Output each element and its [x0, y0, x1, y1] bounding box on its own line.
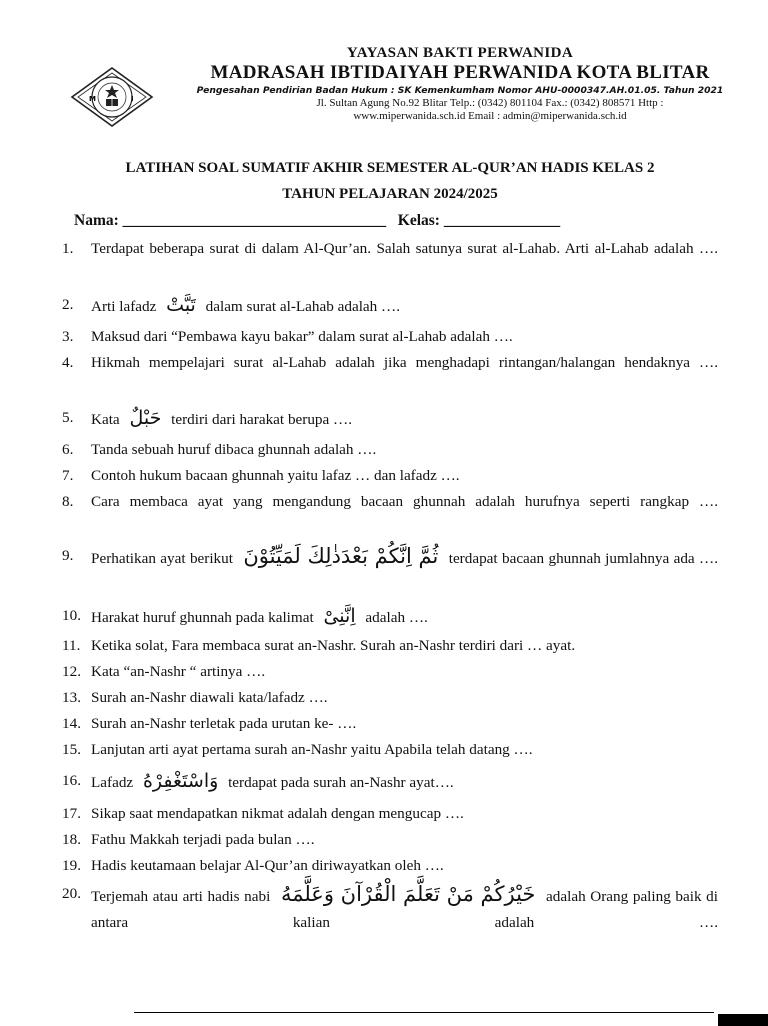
question-text — [91, 633, 718, 659]
question-text-content: Fathu Makkah terjadi pada bulan …. — [91, 831, 315, 848]
question-number: 17. — [62, 805, 81, 822]
question-text-content: Kata “an-Nashr “ artinya …. — [91, 663, 266, 680]
question-text-after-arabic: adalah Orang paling baik di antara kalian adalah …. — [91, 888, 719, 931]
question-text — [91, 543, 718, 598]
question-number: 10. — [62, 607, 81, 624]
question-item — [62, 881, 718, 962]
question-item — [62, 292, 718, 320]
page-number-tab — [718, 1014, 768, 1026]
letterhead — [0, 0, 768, 130]
svg-text:I: I — [131, 95, 134, 103]
question-text — [91, 437, 718, 463]
question-item — [62, 543, 718, 598]
question-item — [62, 827, 718, 853]
question-number: 3. — [62, 328, 74, 345]
question-text — [91, 737, 718, 763]
question-number: 11. — [62, 637, 81, 654]
question-text-before-arabic: Perhatikan ayat berikut — [91, 550, 233, 567]
question-text-content: Sikap saat mendapatkan nikmat adalah dengan mengucap …. — [91, 805, 464, 822]
question-number: 19. — [62, 857, 81, 874]
question-text — [91, 853, 718, 879]
question-item — [62, 236, 718, 288]
arabic-phrase: اِنَّنِىْ — [323, 605, 356, 627]
foundation-name: YAYASAN BAKTI PERWANIDA — [346, 45, 574, 61]
arabic-phrase: حَبْلٌ — [129, 407, 162, 429]
arabic-phrase: خَيْرُكُمْ مَنْ تَعَلَّمَ الْقُرْآنَ وَعَلَّمَهُ — [280, 882, 536, 906]
question-item — [62, 633, 718, 659]
question-number: 13. — [62, 689, 81, 706]
school-name: MADRASAH IBTIDAIYAH PERWANIDA KOTA BLITAR — [210, 62, 710, 83]
question-text-after-arabic: terdapat pada surah an-Nashr ayat…. — [228, 774, 454, 791]
exam-year: TAHUN PELAJARAN 2024/2025 — [282, 186, 498, 202]
question-text-content: Maksud dari “Pembawa kayu bakar” dalam surat al-Lahab adalah …. — [91, 328, 513, 345]
question-number: 16. — [62, 772, 81, 789]
question-number: 9. — [62, 547, 74, 564]
school-logo — [68, 66, 156, 128]
arabic-phrase: وَاسْتَغْفِرْهُ — [142, 770, 219, 792]
question-text — [91, 768, 718, 796]
question-text-content: Surah an-Nashr diawali kata/lafadz …. — [91, 689, 328, 706]
question-number: 5. — [62, 409, 74, 426]
question-number: 18. — [62, 831, 81, 848]
question-text — [91, 350, 718, 402]
question-text — [91, 489, 718, 541]
question-item — [62, 463, 718, 489]
question-item — [62, 405, 718, 433]
question-item — [62, 603, 718, 631]
question-text — [91, 801, 718, 827]
svg-text:M: M — [89, 95, 96, 103]
question-item — [62, 324, 718, 350]
question-item — [62, 801, 718, 827]
question-number: 8. — [62, 493, 74, 510]
question-text-content: Ketika solat, Fara membaca surat an-Nashr. Surah an-Nashr terdiri dari … ayat. — [91, 637, 576, 654]
name-blank: __________________________________ — [122, 212, 387, 229]
question-text — [91, 324, 718, 350]
question-text-before-arabic: Arti lafadz — [91, 298, 157, 315]
question-text-after-arabic: terdiri dari harakat berupa …. — [171, 411, 353, 428]
arabic-phrase: تَبَّتْ — [166, 294, 196, 316]
footer-rule — [134, 1012, 714, 1013]
class-label: Kelas: — [397, 212, 440, 229]
question-text — [91, 685, 718, 711]
question-number: 1. — [62, 240, 74, 257]
legal-registration: Pengesahan Pendirian Badan Hukum : SK Kemenkumham Nomor AHU-0000347.AH.01.05. Tahun 2021 — [196, 85, 724, 96]
question-text-content: Cara membaca ayat yang mengandung bacaan ghunnah adalah hurufnya seperti rangkap …. — [91, 493, 718, 510]
question-text — [91, 711, 718, 737]
arabic-phrase: ثُمَّ اِنَّكُمْ بَعْدَذٰلِكَ لَمَيِّتُوْنَ — [243, 544, 439, 568]
question-number: 14. — [62, 715, 81, 732]
school-address: Jl. Sultan Agung No.92 Blitar Telp.: (0342) 801104 Fax.: (0342) 808571 Http : — [316, 97, 664, 109]
class-blank: _______________ — [443, 212, 561, 229]
question-item — [62, 711, 718, 737]
question-number: 15. — [62, 741, 81, 758]
question-text-content: Hikmah mempelajari surat al-Lahab adalah jika menghadapi rintangan/halangan hendaknya …. — [91, 354, 718, 371]
question-text — [91, 659, 718, 685]
question-text-content: Contoh hukum bacaan ghunnah yaitu lafaz … dan lafadz …. — [91, 467, 460, 484]
question-text — [91, 292, 718, 320]
question-item — [62, 685, 718, 711]
question-text-content: Terdapat beberapa surat di dalam Al-Qur’an. Salah satunya surat al-Lahab. Arti al-Lahab adalah …. — [91, 240, 718, 257]
question-text-after-arabic: dalam surat al-Lahab adalah …. — [205, 298, 401, 315]
question-text-before-arabic: Kata — [91, 411, 120, 428]
question-item — [62, 659, 718, 685]
question-item — [62, 437, 718, 463]
question-text — [91, 827, 718, 853]
question-text — [91, 236, 718, 288]
question-number: 2. — [62, 296, 74, 313]
name-label: Nama: — [74, 212, 119, 229]
question-number: 4. — [62, 354, 74, 371]
question-text-content: Lanjutan arti ayat pertama surah an-Nashr yaitu Apabila telah datang …. — [91, 741, 533, 758]
question-item — [62, 737, 718, 763]
question-text — [91, 881, 718, 962]
question-item — [62, 350, 718, 402]
question-number: 7. — [62, 467, 74, 484]
question-text-after-arabic: adalah …. — [365, 609, 428, 626]
question-item — [62, 489, 718, 541]
student-id-line — [74, 212, 560, 230]
question-item — [62, 768, 718, 796]
question-text — [91, 463, 718, 489]
school-web-email: www.miperwanida.sch.id Email : admin@miperwanida.sch.id — [353, 109, 627, 122]
question-number: 12. — [62, 663, 81, 680]
question-number: 6. — [62, 441, 74, 458]
question-number: 20. — [62, 885, 81, 902]
question-text-before-arabic: Terjemah atau arti hadis nabi — [91, 888, 271, 905]
question-text-content: Tanda sebuah huruf dibaca ghunnah adalah …. — [91, 441, 377, 458]
question-text-content: Hadis keutamaan belajar Al-Qur’an diriwayatkan oleh …. — [91, 857, 444, 874]
exam-title: LATIHAN SOAL SUMATIF AKHIR SEMESTER AL-QUR’AN HADIS KELAS 2 — [125, 160, 655, 176]
question-text-before-arabic: Lafadz — [91, 774, 134, 791]
question-item — [62, 853, 718, 879]
question-text — [91, 405, 718, 433]
question-text-after-arabic: terdapat bacaan ghunnah jumlahnya ada …. — [448, 550, 719, 567]
question-text-before-arabic: Harakat huruf ghunnah pada kalimat — [91, 609, 314, 626]
question-text — [91, 603, 718, 631]
question-text-content: Surah an-Nashr terletak pada urutan ke- …. — [91, 715, 357, 732]
